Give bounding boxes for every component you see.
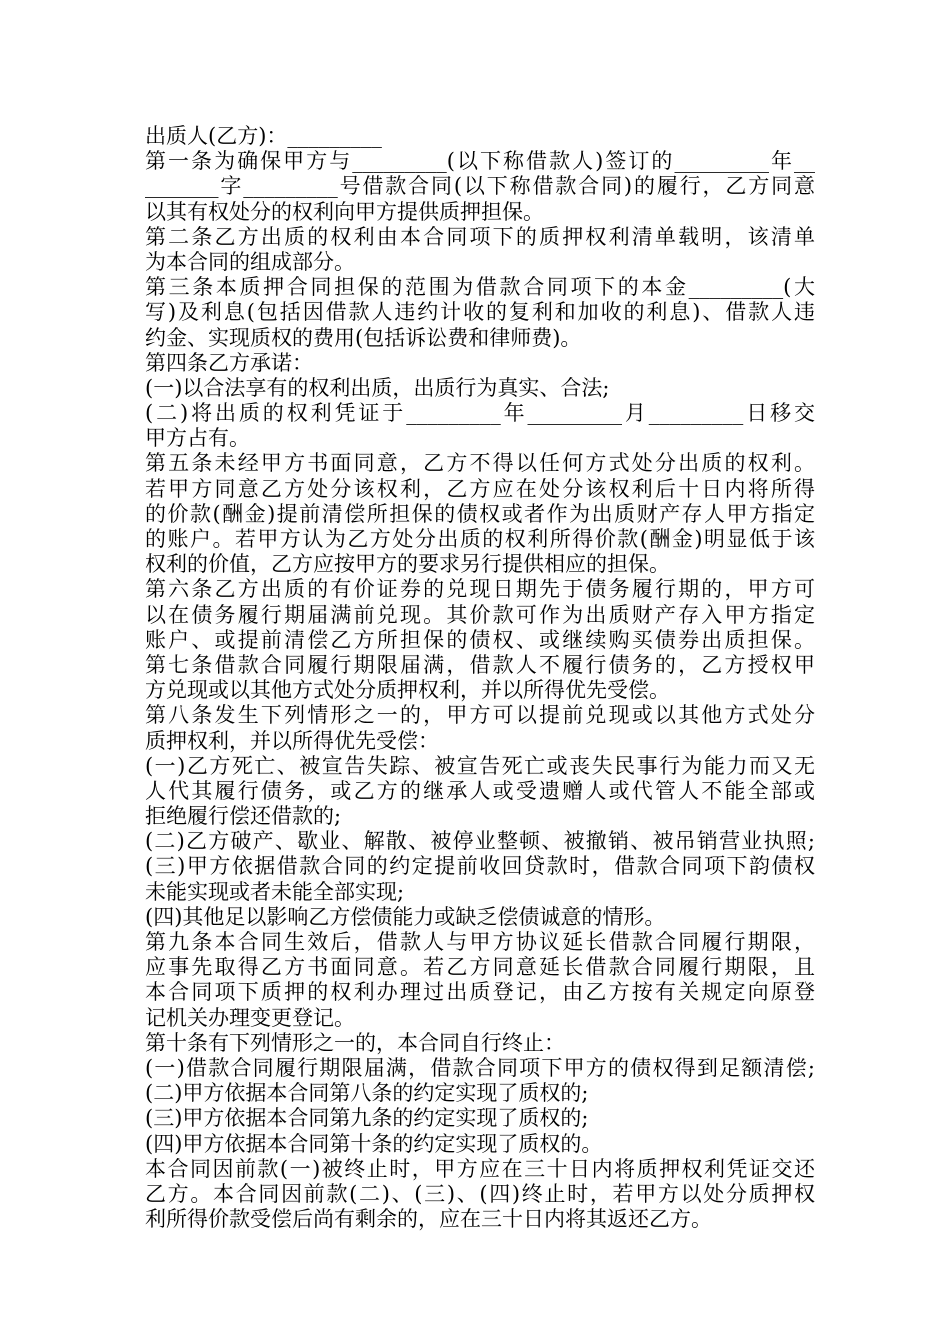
document-line: 人代其履行债务，或乙方的继承人或受遗赠人或代管人不能全部或 [145, 778, 815, 803]
document-line: 第八条发生下列情形之一的，甲方可以提前兑现或以其他方式处分 [145, 703, 815, 728]
document-line: (二)甲方依据本合同第八条的约定实现了质权的; [145, 1081, 589, 1106]
document-line: 本合同因前款(一)被终止时，甲方应在三十日内将质押权利凭证交还 [145, 1156, 815, 1181]
document-line: 以其有权处分的权利向甲方提供质押担保。 [145, 199, 544, 224]
document-line: 利所得价款受偿后尚有剩余的，应在三十日内将其返还乙方。 [145, 1207, 712, 1232]
document-line: 乙方。本合同因前款(二)、(三)、(四)终止时，若甲方以处分质押权 [145, 1181, 815, 1206]
document-line: 记机关办理变更登记。 [145, 1005, 355, 1030]
document-line: (二)乙方破产、歇业、解散、被停业整顿、被撤销、被吊销营业执照; [145, 829, 815, 854]
document-line: (三)甲方依据借款合同的约定提前收回贷款时，借款合同项下韵债权 [145, 854, 815, 879]
document-line: (一)乙方死亡、被宣告失踪、被宣告死亡或丧失民事行为能力而又无 [145, 753, 815, 778]
document-line: 第五条未经甲方书面同意，乙方不得以任何方式处分出质的权利。 [145, 451, 815, 476]
document-line: 质押权利，并以所得优先受偿： [145, 728, 439, 753]
document-line: (四)其他足以影响乙方偿债能力或缺乏偿债诚意的情形。 [145, 904, 666, 929]
document-line: 第二条乙方出质的权利由本合同项下的质押权利清单载明，该清单 [145, 224, 815, 249]
document-line: 第三条本质押合同担保的范围为借款合同项下的本金_________(大 [145, 275, 815, 300]
document-line: 约金、实现质权的费用(包括诉讼费和律师费)。 [145, 325, 582, 350]
document-line: (二)将出质的权利凭证于_________年_________月_________日移交 [145, 401, 815, 426]
document-line: (四)甲方依据本合同第十条的约定实现了质权的。 [145, 1131, 603, 1156]
document-line: 甲方占有。 [145, 426, 250, 451]
document-line: 账户、或提前清偿乙方所担保的债权、或继续购买债券出质担保。 [145, 627, 815, 652]
document-line: 写)及利息(包括因借款人违约计收的复利和加收的利息)、借款人违 [145, 300, 815, 325]
document-line: 第九条本合同生效后，借款人与甲方协议延长借款合同履行期限， [145, 930, 815, 954]
document-line: 本合同项下质押的权利办理过出质登记，由乙方按有关规定向原登 [145, 980, 815, 1005]
document-line: (三)甲方依据本合同第九条的约定实现了质权的; [145, 1106, 589, 1131]
document-line: 第一条为确保甲方与_________(以下称借款人)签订的_________年__ [145, 149, 815, 174]
document-line: 应事先取得乙方书面同意。若乙方同意延长借款合同履行期限，且 [145, 955, 815, 980]
document-line: 未能实现或者未能全部实现; [145, 879, 405, 904]
document-line: (一)以合法享有的权利出质，出质行为真实、合法; [145, 375, 610, 400]
document-line: 第七条借款合同履行期限届满，借款人不履行债务的，乙方授权甲 [145, 652, 815, 677]
document-line: (一)借款合同履行期限届满，借款合同项下甲方的债权得到足额清偿; [145, 1055, 815, 1080]
document-line: 的账户。若甲方认为乙方处分出质的权利所得价款(酬金)明显低于该 [145, 527, 815, 551]
document-line: 为本合同的组成部分。 [145, 249, 355, 274]
document-line: 权利的价值，乙方应按甲方的要求另行提供相应的担保。 [145, 552, 670, 577]
document-line: 若甲方同意乙方处分该权利，乙方应在处分该权利后十日内将所得 [145, 476, 815, 501]
document-line: 方兑现或以其他方式处分质押权利，并以所得优先受偿。 [145, 678, 670, 703]
document-line: 拒绝履行偿还借款的; [145, 804, 342, 829]
document-line: 出质人(乙方)：_________ [145, 124, 382, 148]
document-line: 第四条乙方承诺： [145, 350, 313, 375]
document-line: 以在债务履行期届满前兑现。其价款可作为出质财产存入甲方指定 [145, 602, 815, 627]
document-line: 第十条有下列情形之一的，本合同自行终止： [145, 1030, 565, 1055]
document-body [145, 124, 815, 1232]
document-line: 的价款(酬金)提前清偿所担保的债权或者作为出质财产存人甲方指定 [145, 501, 815, 526]
document-line: _______字_________号借款合同(以下称借款合同)的履行，乙方同意 [145, 174, 815, 199]
document-line: 第六条乙方出质的有价证券的兑现日期先于债务履行期的，甲方可 [145, 577, 815, 602]
